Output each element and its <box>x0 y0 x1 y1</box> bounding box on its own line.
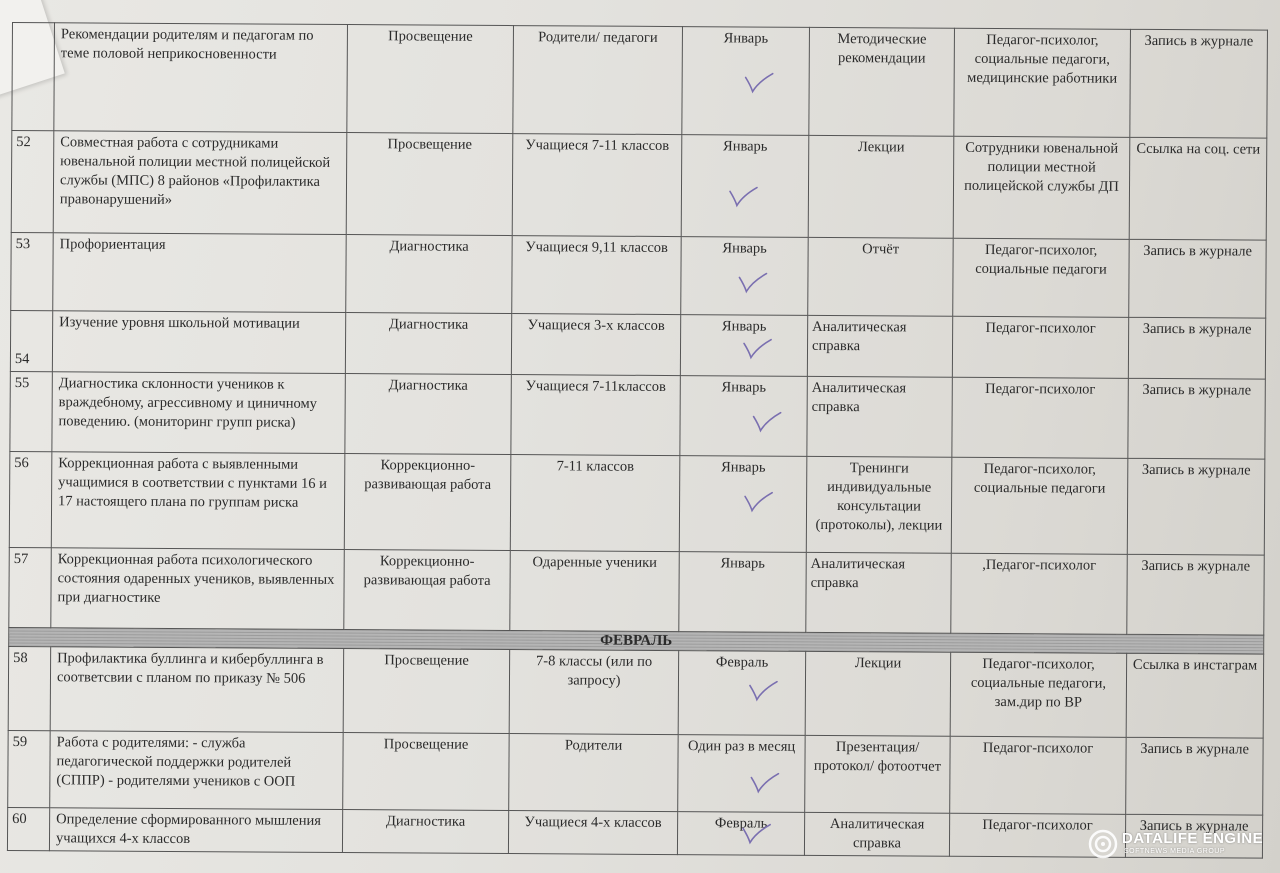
table-row <box>9 451 1265 555</box>
event-title: Совместная работа с сотрудниками ювенальной полиции местной полицейской службы (МПС) 8 районов «Профилактика правонарушений» <box>53 131 347 235</box>
direction: Диагностика <box>342 810 508 854</box>
form: Презентация/ протокол/ фотоотчет <box>805 735 950 813</box>
form: Аналитическая справка <box>807 315 952 377</box>
datalife-logo-icon <box>1088 829 1118 859</box>
handwritten-check-icon <box>750 411 784 435</box>
direction: Коррекционно-развивающая работа <box>344 454 511 551</box>
table-row <box>11 232 1266 318</box>
month: Январь <box>722 240 767 257</box>
row-number: 55 <box>10 371 52 451</box>
handwritten-check-icon <box>736 271 770 295</box>
form: Лекции <box>808 135 954 238</box>
handwritten-check-icon <box>748 772 782 796</box>
month: Январь <box>723 138 768 155</box>
audience: Учащиеся 4-х классов <box>508 811 677 855</box>
audience: Учащиеся 9,11 классов <box>512 236 681 315</box>
form: Отчёт <box>808 237 953 316</box>
event-title: Коррекционная работа с выявленными учащимися в соответствии с пунктами 16 и 17 настоящего плана по группам риска <box>51 452 345 550</box>
row-number: 60 <box>7 807 49 850</box>
responsible: Педагог-психолог, социальные педагоги, зам.дир по ВР <box>950 652 1127 737</box>
responsible: Педагог-психолог, социальные педагоги, медицинские работники <box>954 28 1131 137</box>
handwritten-check-icon <box>727 185 761 209</box>
row-number: 59 <box>8 730 50 807</box>
row-number: 52 <box>11 131 54 233</box>
month: Январь <box>721 459 766 476</box>
audience: Родители <box>509 734 678 812</box>
handwritten-check-icon <box>747 680 781 704</box>
form: Методические рекомендации <box>809 27 955 136</box>
direction: Диагностика <box>345 374 511 455</box>
form: Аналитическая справка <box>806 552 951 633</box>
form: Лекции <box>805 651 951 736</box>
month-cell <box>681 135 809 238</box>
responsible: Педагог-психолог, социальные педагоги <box>951 457 1128 554</box>
form: Тренинги индивидуальные консультации (протоколы), лекции <box>806 456 952 553</box>
month-cell <box>677 812 804 856</box>
row-number: 53 <box>11 232 53 310</box>
table-row <box>11 131 1267 241</box>
month: Январь <box>723 30 769 47</box>
month-cell <box>680 315 807 377</box>
event-title: Профилактика буллинга и кибербуллинга в соответсвии с планом по приказу № 506 <box>50 647 344 733</box>
table-row <box>12 23 1268 139</box>
month-cell <box>680 376 807 457</box>
audience: Учащиеся 7-11 классов <box>512 134 682 237</box>
report: Запись в журнале <box>1128 378 1265 459</box>
responsible: Педагог-психолог <box>949 813 1125 857</box>
responsible: Педагог-психолог, социальные педагоги <box>953 238 1129 317</box>
watermark-subtitle: SOFTNEWS MEDIA GROUP <box>1124 848 1226 855</box>
report: Запись в журнале <box>1129 239 1266 318</box>
responsible: ,Педагог-психолог <box>951 553 1127 634</box>
event-title: Коррекционная работа психологического состояния одаренных учеников, выявленных при диагностике <box>51 548 344 630</box>
event-title: Рекомендации родителям и педагогам по теме половой неприкосновенности <box>54 23 348 133</box>
month-cell <box>682 27 810 136</box>
month-cell <box>678 651 806 736</box>
month-cell <box>678 735 805 813</box>
row-number: 56 <box>9 451 52 547</box>
direction: Просвещение <box>343 649 510 734</box>
responsible: Педагог-психолог <box>950 736 1126 814</box>
handwritten-check-icon <box>742 490 776 514</box>
watermark-title: DATALIFE ENGINE <box>1122 830 1264 847</box>
event-title: Профориентация <box>53 233 346 313</box>
direction: Просвещение <box>343 733 509 811</box>
table-row <box>7 807 1262 858</box>
row-number: 54 <box>10 310 52 371</box>
handwritten-check-icon <box>741 337 775 361</box>
handwritten-check-icon <box>740 822 774 846</box>
direction: Просвещение <box>346 133 513 236</box>
table-row <box>9 547 1264 635</box>
audience: Учащиеся 7-11классов <box>511 375 680 456</box>
direction: Диагностика <box>346 235 512 314</box>
table-row <box>8 730 1263 815</box>
responsible: Педагог-психолог <box>952 316 1128 378</box>
audience: Родители/ педагоги <box>513 26 683 135</box>
audience: Одаренные ученики <box>510 551 679 632</box>
form: Аналитическая справка <box>804 812 949 856</box>
event-title: Изучение уровня школьной мотивации <box>52 311 345 374</box>
row-number <box>12 23 55 131</box>
audience: Учащиеся 3-х классов <box>511 314 680 376</box>
plan-table <box>7 22 1268 859</box>
direction: Просвещение <box>347 25 514 134</box>
report: Запись в журнале <box>1127 458 1265 555</box>
report: Ссылка на соц. сети <box>1129 137 1267 240</box>
audience: 7-11 классов <box>510 455 680 552</box>
report: Запись в журнале <box>1130 29 1268 138</box>
report: Запись в журнале <box>1127 554 1264 635</box>
report: Ссылка в инстаграм <box>1126 653 1264 738</box>
event-title: Определение сформированного мышления учащихся 4-х классов <box>49 808 342 853</box>
month: Февраль <box>715 654 769 671</box>
direction: Коррекционно-развивающая работа <box>344 550 510 631</box>
month-cell <box>679 456 807 553</box>
watermark <box>1088 828 1268 862</box>
table-row <box>10 371 1265 459</box>
month: Один раз в месяц <box>687 738 796 755</box>
audience: 7-8 классы (или по запросу) <box>509 650 679 735</box>
row-number: 57 <box>9 547 51 627</box>
table-row <box>10 310 1265 379</box>
month: Февраль <box>714 815 768 832</box>
month: Январь <box>721 379 767 396</box>
report: Запись в журнале <box>1126 737 1263 815</box>
month-cell <box>681 237 808 316</box>
report: Запись в журнале <box>1128 317 1265 379</box>
month: Январь <box>721 318 767 335</box>
handwritten-check-icon <box>743 71 777 95</box>
responsible: Сотрудники ювенальной полиции местной полицейской службы ДП <box>953 136 1130 239</box>
direction: Диагностика <box>345 313 511 375</box>
month: Январь <box>679 552 806 633</box>
month-header: ФЕВРАЛЬ <box>9 627 1264 654</box>
row-number: 58 <box>8 646 51 730</box>
report: Запись в журнале <box>1125 814 1262 858</box>
form: Аналитическая справка <box>807 376 952 457</box>
event-title: Диагностика склонности учеников к враждебному, агрессивному и циничному поведению. (мониторинг групп риска) <box>52 372 345 454</box>
event-title: Работа с родителями: - служба педагогической поддержки родителей (СППР) - родителями учеников с ООП <box>50 731 343 810</box>
responsible: Педагог-психолог <box>952 377 1128 458</box>
table-row <box>8 646 1263 738</box>
